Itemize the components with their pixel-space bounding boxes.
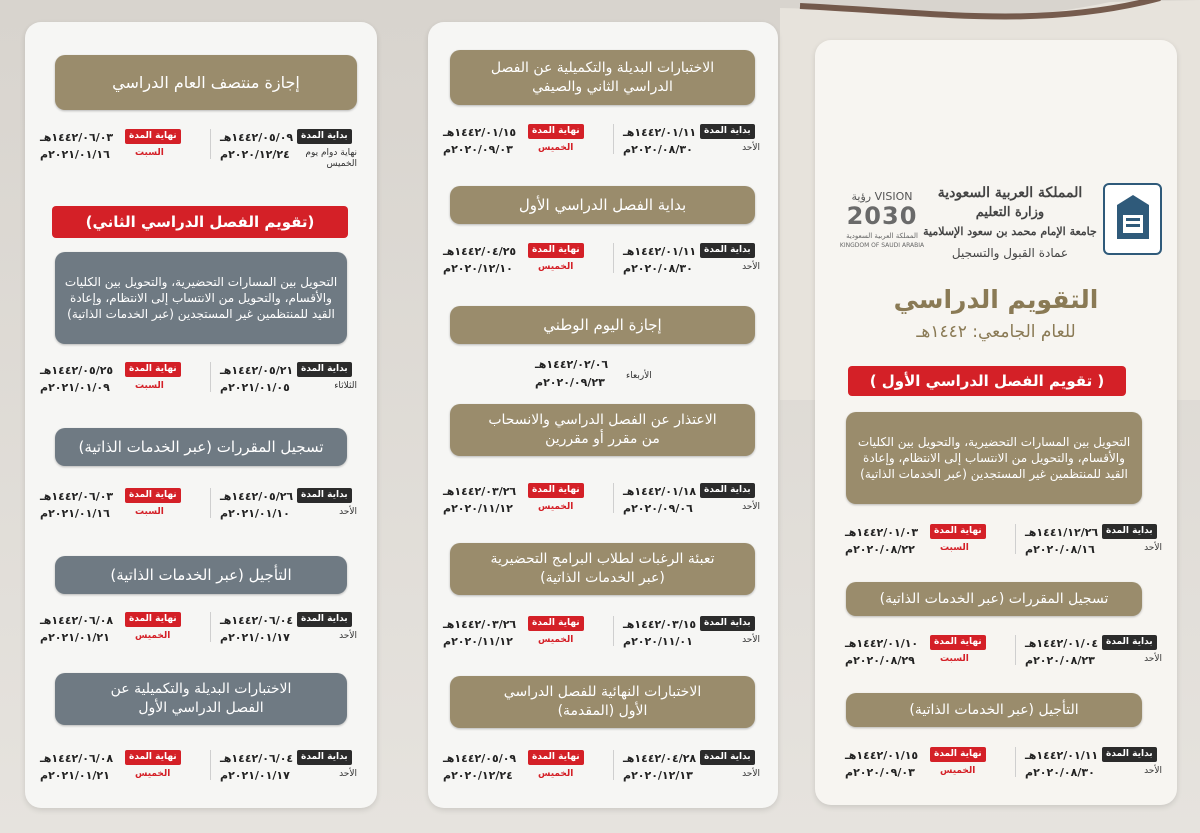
- card-b4-title: تعبئة الرغبات لطلاب البرامج التحضيرية (عبر الخدمات الذاتية): [450, 543, 755, 595]
- start-label: بداية المدة: [700, 124, 755, 139]
- card-a1-title: تسجيل المقررات (عبر الخدمات الذاتية): [846, 582, 1142, 616]
- end-hijri: ١٤٤٢/٠٣/٢٦هـ: [443, 485, 517, 498]
- start-hijri: ١٤٤٢/٠١/١١هـ: [623, 126, 697, 139]
- end-greg: ٢٠٢٠/٠٨/٢٢م: [845, 543, 915, 556]
- end-weekday: الخميس: [538, 635, 574, 645]
- end-hijri: ١٤٤٢/٠٦/٠٣هـ: [40, 490, 114, 503]
- start-weekday: نهاية دوام يوم الخميس: [305, 148, 357, 169]
- end-weekday: الخميس: [538, 769, 574, 779]
- card-c4-title: الاختبارات البديلة والتكميلية عن الفصل الدراسي الأول: [55, 673, 347, 725]
- end-hijri: ١٤٤٢/٠٥/٢٥هـ: [40, 364, 114, 377]
- start-weekday: الأحد: [1144, 766, 1162, 776]
- university-logo: [1103, 183, 1162, 255]
- start-label: بداية المدة: [1102, 524, 1157, 539]
- end-hijri: ١٤٤٢/٠٥/٠٩هـ: [443, 752, 517, 765]
- calendar-title: التقويم الدراسي: [893, 285, 1099, 314]
- end-label: نهاية المدة: [125, 362, 181, 377]
- second-semester-section-title: (تقويم الفصل الدراسي الثاني): [52, 206, 348, 238]
- end-hijri: ١٤٤٢/٠٦/٠٨هـ: [40, 752, 114, 765]
- card-b1-title: بداية الفصل الدراسي الأول: [450, 186, 755, 224]
- end-hijri: ١٤٤٢/٠١/٠٣هـ: [845, 526, 919, 539]
- national-day-hijri: ١٤٤٢/٠٢/٠٦هـ: [535, 358, 609, 371]
- start-hijri: ١٤٤٢/٠١/٠٤هـ: [1025, 637, 1099, 650]
- date-separator: [1015, 524, 1016, 554]
- end-weekday: السبت: [940, 543, 969, 553]
- start-greg: ٢٠٢١/٠١/١٠م: [220, 507, 290, 520]
- end-greg: ٢٠٢٠/١٢/٢٤م: [443, 769, 513, 782]
- start-weekday: الثلاثاء: [334, 381, 357, 391]
- end-label: نهاية المدة: [125, 488, 181, 503]
- end-label: نهاية المدة: [125, 750, 181, 765]
- date-separator: [210, 362, 211, 392]
- start-label: بداية المدة: [297, 612, 352, 627]
- start-label: بداية المدة: [297, 488, 352, 503]
- end-greg: ٢٠٢١/٠١/١٦م: [40, 507, 110, 520]
- deanship-name: عمادة القبول والتسجيل: [951, 246, 1069, 260]
- date-separator: [210, 488, 211, 518]
- start-label: بداية المدة: [700, 243, 755, 258]
- start-hijri: ١٤٤٢/٠١/١٨هـ: [623, 485, 697, 498]
- university-name: جامعة الإمام محمد بن سعود الإسلامية: [923, 225, 1097, 238]
- start-greg: ٢٠٢٠/١٢/١٣م: [623, 769, 693, 782]
- card-a0-title: التحويل بين المسارات التحضيرية، والتحويل بين الكليات والأقسام، والتحويل من الانتساب إلى الانتظام، وإعادة القيد للمنتظمين غير المستجدين (عبر الخدمات الذاتية): [846, 412, 1142, 504]
- end-weekday: السبت: [135, 381, 164, 391]
- card-c2-title: تسجيل المقررات (عبر الخدمات الذاتية): [55, 428, 347, 466]
- date-separator: [1015, 635, 1016, 665]
- end-greg: ٢٠٢٠/٠٩/٠٣م: [443, 143, 513, 156]
- start-hijri: ١٤٤١/١٢/٢٦هـ: [1025, 526, 1099, 539]
- calendar-subtitle: للعام الجامعي: ١٤٤٢هـ: [916, 322, 1076, 342]
- end-greg: ٢٠٢٠/٠٩/٠٣م: [845, 766, 915, 779]
- end-label: نهاية المدة: [528, 750, 584, 765]
- end-hijri: ١٤٤٢/٠٤/٢٥هـ: [443, 245, 517, 258]
- start-hijri: ١٤٤٢/٠٥/٠٩هـ: [220, 131, 294, 144]
- start-greg: ٢٠٢١/٠١/١٧م: [220, 631, 290, 644]
- start-greg: ٢٠٢٠/٠٨/١٦م: [1025, 543, 1095, 556]
- ministry-line2: وزارة التعليم: [975, 205, 1045, 220]
- start-greg: ٢٠٢٠/٠٨/٣٠م: [623, 262, 693, 275]
- date-separator: [210, 612, 211, 642]
- end-label: نهاية المدة: [930, 747, 986, 762]
- start-greg: ٢٠٢٠/٠٨/٣٠م: [623, 143, 693, 156]
- end-weekday: الخميس: [538, 502, 574, 512]
- start-label: بداية المدة: [1102, 635, 1157, 650]
- start-greg: ٢٠٢١/٠١/٠٥م: [220, 381, 290, 394]
- card-b5-title: الاختبارات النهائية للفصل الدراسي الأول (المقدمة): [450, 676, 755, 728]
- end-hijri: ١٤٤٢/٠١/١٠هـ: [845, 637, 919, 650]
- ministry-line1: المملكة العربية السعودية: [937, 185, 1083, 201]
- card-c0-title: إجازة منتصف العام الدراسي: [55, 55, 357, 110]
- card-c1-title: التحويل بين المسارات التحضيرية، والتحويل بين الكليات والأقسام، والتحويل من الانتساب إلى الانتظام، وإعادة القيد للمنتظمين غير المستجدين (عبر الخدمات الذاتية): [55, 252, 347, 344]
- end-label: نهاية المدة: [930, 524, 986, 539]
- end-greg: ٢٠٢١/٠١/١٦م: [40, 148, 110, 161]
- end-greg: ٢٠٢١/٠١/٠٩م: [40, 381, 110, 394]
- vision-2030-logo: VISION رؤية 2030 المملكة العربية السعودية KINGDOM OF SAUDI ARABIA: [839, 190, 925, 249]
- date-separator: [613, 483, 614, 513]
- end-hijri: ١٤٤٢/٠١/١٥هـ: [845, 749, 919, 762]
- end-label: نهاية المدة: [528, 243, 584, 258]
- start-hijri: ١٤٤٢/٠٦/٠٤هـ: [220, 752, 294, 765]
- end-weekday: الخميس: [135, 631, 171, 641]
- start-greg: ٢٠٢٠/٠٨/٣٠م: [1025, 766, 1095, 779]
- start-weekday: الأحد: [742, 143, 760, 153]
- date-separator: [613, 750, 614, 780]
- start-hijri: ١٤٤٢/٠٣/١٥هـ: [623, 618, 697, 631]
- end-weekday: السبت: [940, 654, 969, 664]
- national-day-greg: ٢٠٢٠/٠٩/٢٣م: [535, 376, 605, 389]
- start-weekday: الأحد: [339, 631, 357, 641]
- card-b2-title: إجازة اليوم الوطني: [450, 306, 755, 344]
- start-hijri: ١٤٤٢/٠٥/٢١هـ: [220, 364, 294, 377]
- start-weekday: الأحد: [742, 635, 760, 645]
- start-hijri: ١٤٤٢/٠٥/٢٦هـ: [220, 490, 294, 503]
- end-label: نهاية المدة: [125, 129, 181, 144]
- start-hijri: ١٤٤٢/٠١/١١هـ: [1025, 749, 1099, 762]
- date-separator: [1015, 747, 1016, 777]
- national-day-weekday: الأربعاء: [626, 371, 652, 381]
- end-greg: ٢٠٢٠/١٢/١٠م: [443, 262, 513, 275]
- end-greg: ٢٠٢٠/١١/١٢م: [443, 635, 513, 648]
- end-weekday: الخميس: [135, 769, 171, 779]
- start-weekday: الأحد: [1144, 543, 1162, 553]
- date-separator: [210, 750, 211, 780]
- date-separator: [210, 129, 211, 159]
- end-weekday: الخميس: [538, 262, 574, 272]
- end-hijri: ١٤٤٢/٠٦/٠٨هـ: [40, 614, 114, 627]
- first-semester-section-title: ( تقويم الفصل الدراسي الأول ): [848, 366, 1126, 396]
- end-hijri: ١٤٤٢/٠٦/٠٣هـ: [40, 131, 114, 144]
- end-hijri: ١٤٤٢/٠٣/٢٦هـ: [443, 618, 517, 631]
- start-weekday: الأحد: [742, 502, 760, 512]
- start-greg: ٢٠٢٠/٠٩/٠٦م: [623, 502, 693, 515]
- end-weekday: الخميس: [940, 766, 976, 776]
- date-separator: [613, 243, 614, 273]
- card-c3-title: التأجيل (عبر الخدمات الذاتية): [55, 556, 347, 594]
- card-b0-title: الاختبارات البديلة والتكميلية عن الفصل الدراسي الثاني والصيفي: [450, 50, 755, 105]
- start-label: بداية المدة: [1102, 747, 1157, 762]
- card-a2-title: التأجيل (عبر الخدمات الذاتية): [846, 693, 1142, 727]
- end-greg: ٢٠٢١/٠١/٢١م: [40, 631, 110, 644]
- start-label: بداية المدة: [700, 750, 755, 765]
- start-greg: ٢٠٢٠/٠٨/٢٣م: [1025, 654, 1095, 667]
- end-greg: ٢٠٢١/٠١/٢١م: [40, 769, 110, 782]
- end-label: نهاية المدة: [125, 612, 181, 627]
- start-greg: ٢٠٢١/٠١/١٧م: [220, 769, 290, 782]
- end-greg: ٢٠٢٠/٠٨/٢٩م: [845, 654, 915, 667]
- date-separator: [613, 616, 614, 646]
- start-label: بداية المدة: [700, 616, 755, 631]
- start-weekday: الأحد: [742, 769, 760, 779]
- end-hijri: ١٤٤٢/٠١/١٥هـ: [443, 126, 517, 139]
- start-hijri: ١٤٤٢/٠٦/٠٤هـ: [220, 614, 294, 627]
- end-label: نهاية المدة: [930, 635, 986, 650]
- end-label: نهاية المدة: [528, 124, 584, 139]
- card-b3-title: الاعتذار عن الفصل الدراسي والانسحاب من مقرر أو مقررين: [450, 404, 755, 456]
- start-weekday: الأحد: [1144, 654, 1162, 664]
- start-greg: ٢٠٢٠/١١/٠١م: [623, 635, 693, 648]
- end-weekday: السبت: [135, 507, 164, 517]
- start-label: بداية المدة: [297, 362, 352, 377]
- start-weekday: الأحد: [339, 507, 357, 517]
- start-label: بداية المدة: [297, 750, 352, 765]
- start-label: بداية المدة: [700, 483, 755, 498]
- end-label: نهاية المدة: [528, 616, 584, 631]
- start-label: بداية المدة: [297, 129, 352, 144]
- start-hijri: ١٤٤٢/٠١/١١هـ: [623, 245, 697, 258]
- end-weekday: السبت: [135, 148, 164, 158]
- end-weekday: الخميس: [538, 143, 574, 153]
- start-hijri: ١٤٤٢/٠٤/٢٨هـ: [623, 752, 697, 765]
- start-weekday: الأحد: [339, 769, 357, 779]
- end-greg: ٢٠٢٠/١١/١٢م: [443, 502, 513, 515]
- date-separator: [613, 124, 614, 154]
- start-greg: ٢٠٢٠/١٢/٢٤م: [220, 148, 290, 161]
- start-weekday: الأحد: [742, 262, 760, 272]
- end-label: نهاية المدة: [528, 483, 584, 498]
